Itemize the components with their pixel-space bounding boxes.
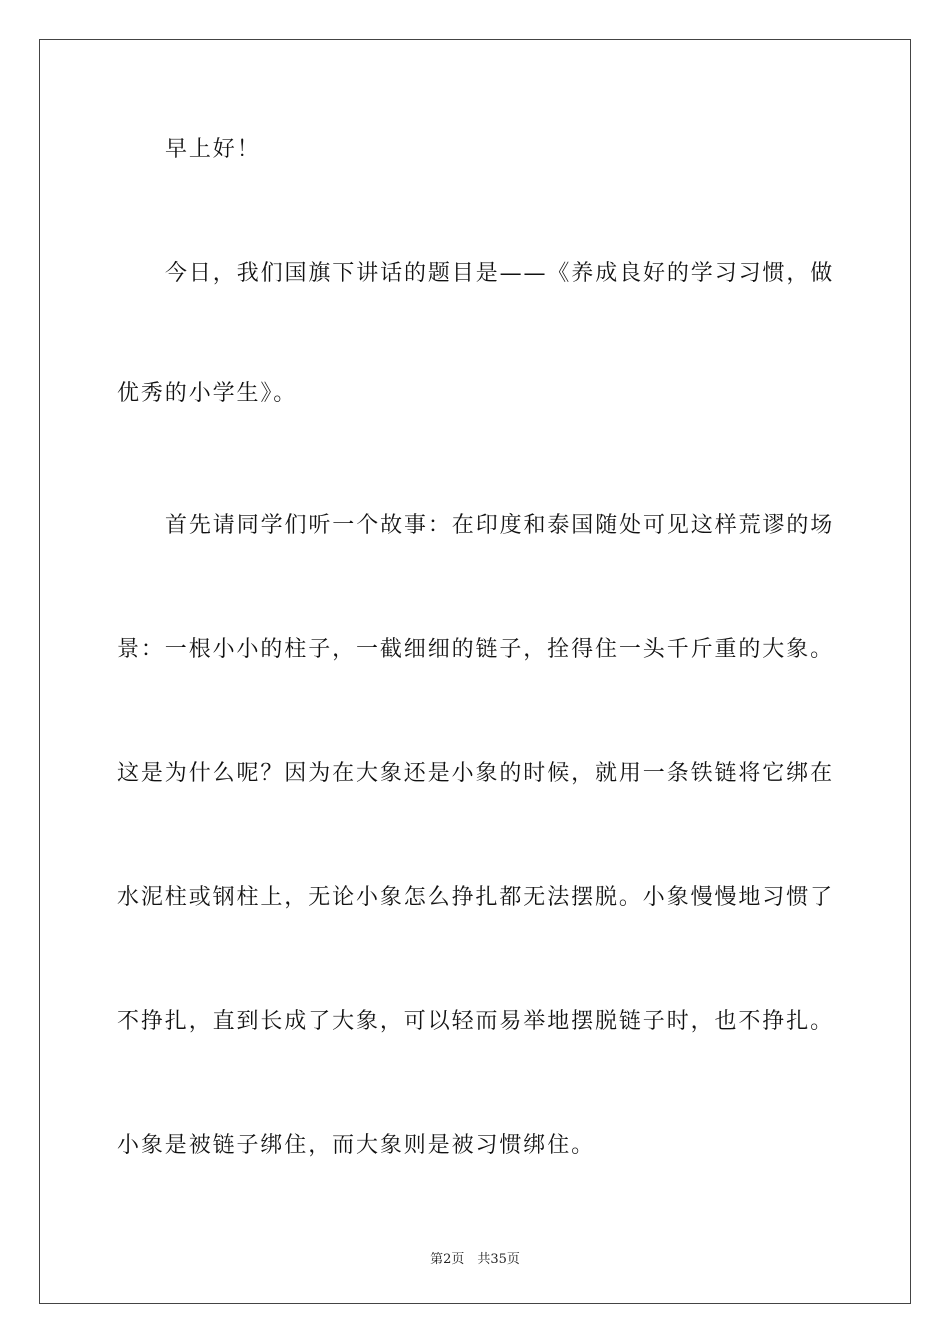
paragraph-topic-line-2: 优秀的小学生》。: [117, 381, 298, 406]
paragraph-greeting: 早上好！: [165, 137, 261, 162]
paragraph-topic-line-1: 今日，我们国旗下讲话的题目是——《养成良好的学习习惯，做: [165, 261, 835, 286]
paragraph-story-line-1: 首先请同学们听一个故事：在印度和泰国随处可见这样荒谬的场: [165, 513, 835, 538]
paragraph-story-line-3: 这是为什么呢？因为在大象还是小象的时候，就用一条铁链将它绑在: [117, 761, 835, 786]
page-number-footer: 第2页 共35页: [430, 1252, 520, 1267]
paragraph-story-line-6: 小象是被链子绑住，而大象则是被习惯绑住。: [117, 1133, 596, 1158]
paragraph-story-line-4: 水泥柱或钢柱上，无论小象怎么挣扎都无法摆脱。小象慢慢地习惯了: [117, 885, 835, 910]
paragraph-story-line-2: 景：一根小小的柱子，一截细细的链子，拴得住一头千斤重的大象。: [117, 637, 835, 662]
paragraph-story-line-5: 不挣扎，直到长成了大象，可以轻而易举地摆脱链子时，也不挣扎。: [117, 1009, 835, 1034]
page-border: [39, 39, 911, 1304]
